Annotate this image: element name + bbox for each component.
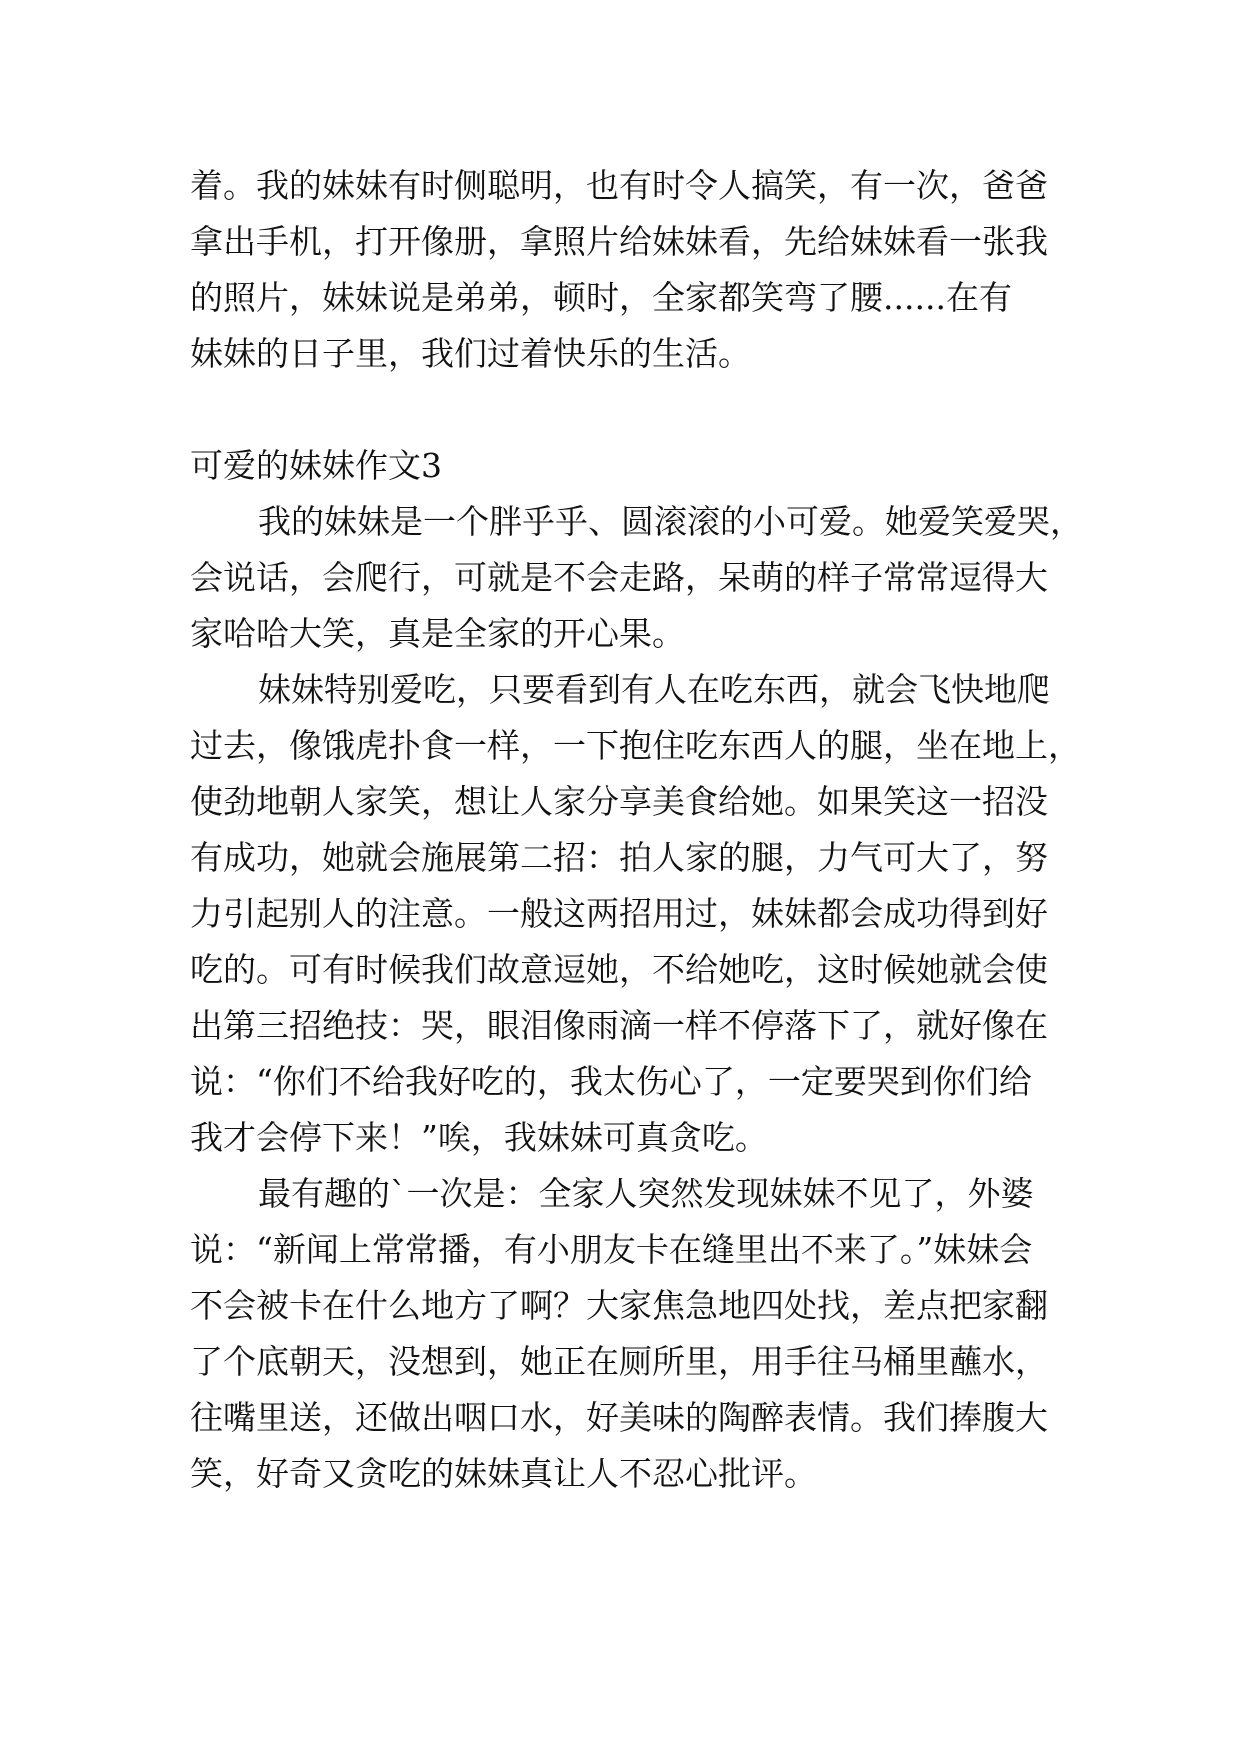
paragraph-line: 了个底朝天，没想到，她正在厕所里，用手往马桶里蘸水， [190,1342,1048,1381]
paragraph-line: 着。我的妹妹有时侧聪明，也有时令人搞笑，有一次，爸爸 [190,166,1048,205]
paragraph-line: 出第三招绝技：哭，眼泪像雨滴一样不停落下了，就好像在 [190,1006,1048,1045]
paragraph-line: 妹妹的日子里，我们过着快乐的生活。 [190,334,751,373]
paragraph-line: 力引起别人的注意。一般这两招用过，妹妹都会成功得到好 [190,894,1048,933]
document-body [190,158,1083,1502]
blank-line [190,382,1070,438]
paragraph-line: 过去，像饿虎扑食一样，一下抱住吃东西人的腿，坐在地上， [190,726,1081,765]
paragraph-line: 最有趣的`一次是：全家人突然发现妹妹不见了，外婆 [258,1174,1034,1213]
paragraph-line: 说：“新闻上常常播，有小朋友卡在缝里出不来了。”妹妹会 [190,1230,1033,1269]
paragraph-line: 我的妹妹是一个胖乎乎、圆滚滚的小可爱。她爱笑爱哭， [258,502,1083,541]
paragraph-line: 家哈哈大笑，真是全家的开心果。 [190,614,685,653]
paragraph-line: 我才会停下来！”唉，我妹妹可真贪吃。 [190,1118,768,1157]
paragraph-line: 拿出手机，打开像册，拿照片给妹妹看，先给妹妹看一张我 [190,222,1048,261]
paragraph-line: 不会被卡在什么地方了啊？大家焦急地四处找，差点把家翻 [190,1286,1048,1325]
paragraph-line: 笑，好奇又贪吃的妹妹真让人不忍心批评。 [190,1454,817,1493]
paragraph-line: 说：“你们不给我好吃的，我太伤心了，一定要哭到你们给 [190,1062,1032,1101]
paragraph-line: 往嘴里送，还做出咽口水，好美味的陶醉表情。我们捧腹大 [190,1398,1048,1437]
paragraph-line: 使劲地朝人家笑，想让人家分享美食给她。如果笑这一招没 [190,782,1048,821]
paragraph-line: 会说话，会爬行，可就是不会走路，呆萌的样子常常逗得大 [190,558,1048,597]
paragraph-1 [190,494,1083,662]
paragraph-line: 的照片，妹妹说是弟弟，顿时，全家都笑弯了腰......在有 [190,278,1012,317]
section-title: 可爱的妹妹作文3 [190,446,442,485]
paragraph-line: 吃的。可有时候我们故意逗她，不给她吃，这时候她就会使 [190,950,1048,989]
paragraph-3 [190,1166,1070,1502]
paragraph-line: 有成功，她就会施展第二招：拍人家的腿，力气可大了，努 [190,838,1048,877]
continuation-paragraph [190,158,1070,382]
paragraph-2 [190,662,1081,1166]
paragraph-line: 妹妹特别爱吃，只要看到有人在吃东西，就会飞快地爬 [258,670,1050,709]
